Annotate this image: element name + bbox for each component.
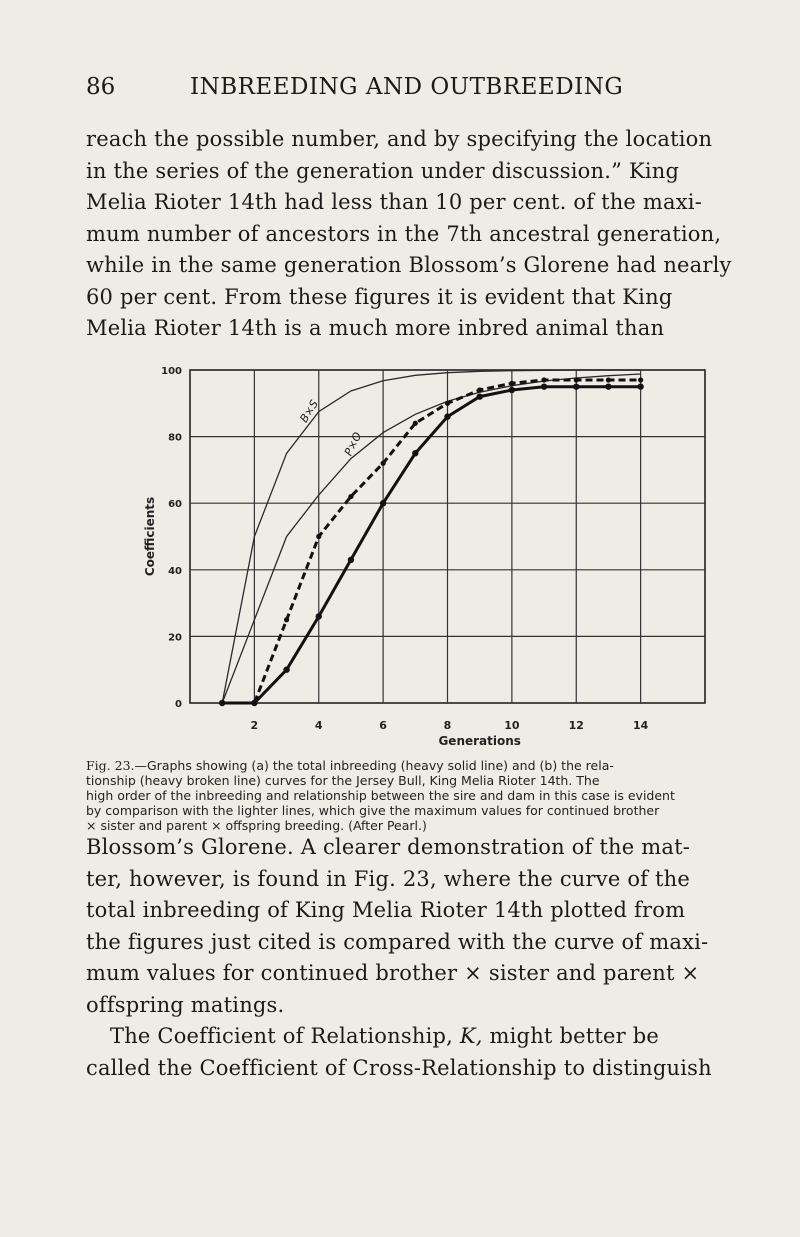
- x-tick-label: 4: [314, 719, 323, 732]
- y-tick-label: 0: [175, 699, 182, 710]
- y-tick-label: 40: [168, 565, 182, 577]
- x-tick-label: 6: [379, 719, 387, 732]
- data-point: [316, 534, 321, 539]
- text-line: reach the possible number, and by specifying the location: [86, 127, 713, 151]
- x-axis-label: Generations: [438, 734, 521, 748]
- data-point: [541, 377, 546, 382]
- y-tick-label: 60: [168, 499, 182, 511]
- text-line: while in the same generation Blossom’s Glorene had nearly: [86, 253, 732, 277]
- bottom-paragraph: [86, 832, 712, 1084]
- caption-figure-number: Fig. 23.: [86, 758, 135, 773]
- data-point: [316, 613, 322, 619]
- running-title: INBREEDING AND OUTBREEDING: [190, 74, 624, 100]
- data-point: [252, 700, 257, 705]
- text-line: mum number of ancestors in the 7th ancestral generation,: [86, 221, 722, 246]
- text-line: Melia Rioter 14th had less than 10 per cent. of the maxi-: [86, 190, 703, 214]
- page-header: [86, 74, 706, 108]
- data-point: [509, 387, 515, 393]
- x-tick-label: 8: [443, 719, 452, 732]
- top-paragraph: [86, 124, 732, 345]
- data-point: [380, 500, 386, 506]
- x-tick-label: 12: [568, 719, 584, 732]
- data-point: [444, 413, 450, 419]
- text-line: ter, however, is found in Fig. 23, where the curve of the: [86, 866, 691, 891]
- y-tick-label: 80: [168, 432, 182, 444]
- caption-line: by comparison with the lighter lines, which give the maximum values for continued brother: [86, 803, 660, 818]
- data-point: [605, 383, 611, 389]
- data-point: [477, 387, 482, 392]
- data-point: [541, 383, 547, 389]
- data-point: [283, 667, 289, 673]
- text-line: Melia Rioter 14th is a much more inbred animal than: [86, 316, 665, 340]
- data-point: [413, 421, 418, 426]
- text-line: mum values for continued brother × sister and parent ×: [86, 961, 700, 985]
- page-number: 86: [86, 74, 116, 100]
- text-line: the figures just cited is compared with the curve of maxi-: [86, 929, 709, 954]
- text-line: 60 per cent. From these figures it is evident that King: [86, 284, 673, 309]
- y-tick-label: 20: [168, 632, 182, 644]
- data-point: [348, 557, 354, 563]
- text-line: Blossom’s Glorene. A clearer demonstration of the mat-: [86, 835, 691, 859]
- data-point: [476, 393, 482, 399]
- caption-line: × sister and parent × offspring breeding. (After Pearl.): [86, 818, 427, 833]
- data-point: [381, 461, 386, 466]
- series-line-3: [222, 387, 640, 703]
- data-point: [445, 401, 450, 406]
- x-tick-label: 10: [504, 719, 520, 732]
- data-point: [573, 383, 579, 389]
- y-axis-label: Coefficients: [143, 496, 157, 577]
- caption-line: tionship (heavy broken line) curves for the Jersey Bull, King Melia Rioter 14th. The: [86, 773, 600, 788]
- caption-line: Fig. 23.—Graphs showing (a) the total inbreeding (heavy solid line) and (b) the rela-: [86, 758, 614, 773]
- y-tick-label: 100: [161, 366, 182, 377]
- caption-line: high order of the inbreeding and relationship between the sire and dam in this case is evident: [86, 788, 675, 803]
- data-point: [637, 383, 643, 389]
- text-line: The Coefficient of Relationship, K, might better be: [110, 1024, 660, 1048]
- data-point: [220, 700, 225, 705]
- coefficient-symbol: K,: [459, 1024, 483, 1048]
- text-line: total inbreeding of King Melia Rioter 14th plotted from: [86, 898, 686, 922]
- text-line: offspring matings.: [86, 992, 285, 1017]
- data-point: [638, 377, 643, 382]
- data-point: [509, 381, 514, 386]
- x-tick-label: 2: [250, 719, 259, 732]
- curve-label: P×O: [341, 430, 365, 458]
- text-line: called the Coefficient of Cross-Relationship to distinguish: [86, 1055, 712, 1080]
- curve-label: B×S: [297, 397, 322, 425]
- inbreeding-chart: [140, 358, 720, 758]
- data-point: [348, 494, 353, 499]
- data-point: [606, 377, 611, 382]
- x-tick-label: 14: [632, 719, 649, 732]
- figure-caption: [86, 758, 766, 833]
- series-line-1: [222, 374, 640, 703]
- data-point: [284, 617, 289, 622]
- text-line: in the series of the generation under discussion.” King: [86, 158, 680, 183]
- data-point: [574, 377, 579, 382]
- data-point: [412, 450, 418, 456]
- series-line-2: [222, 370, 640, 703]
